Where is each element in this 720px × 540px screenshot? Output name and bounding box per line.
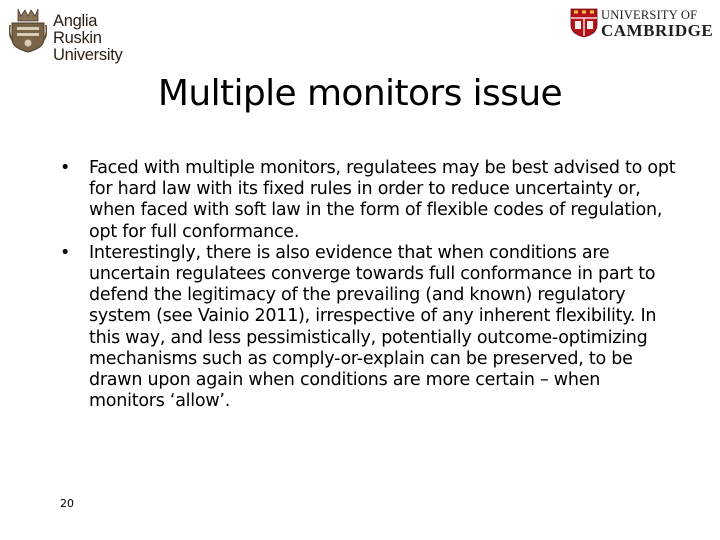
page-number: 20: [60, 497, 74, 510]
cambridge-crest-icon: [570, 8, 598, 38]
anglia-ruskin-crest-icon: [9, 7, 47, 53]
cambridge-logo: [570, 8, 716, 38]
slide-title: Multiple monitors issue: [157, 73, 563, 114]
anglia-ruskin-name-line1: Anglia Ruskin: [53, 12, 102, 47]
bullet-text: Interestingly, there is also evidence that when conditions are uncertain regulatees converge towards full conformance in part to defend the legitimacy of the prevailing (and known) regulatory system (see Vainio 2011), irrespective of any inherent flexibility. In this way, and less pessimistically, potentially outcome-optimizing mechanisms such as comply-or-explain can be preserved, to be drawn upon again when conditions are more certain – when monitors ‘allow’.: [89, 242, 657, 412]
bullet-marker: •: [60, 242, 71, 263]
bullet-item: [58, 243, 678, 413]
cambridge-name-line2: CAMBRIDGE: [601, 21, 714, 40]
anglia-ruskin-logo: [9, 7, 149, 64]
cambridge-name-line1: UNIVERSITY OF: [601, 8, 698, 22]
bullet-text: Faced with multiple monitors, regulatees may be best advised to opt for hard law with its fixed rules in order to reduce uncertainty or, when faced with soft law in the form of flexible codes of regulation, opt for full conformance.: [89, 158, 676, 242]
anglia-ruskin-name-line2: University: [53, 46, 123, 64]
bullet-marker: •: [60, 158, 71, 178]
bullet-item: [58, 158, 678, 243]
bullet-list: [58, 158, 678, 412]
